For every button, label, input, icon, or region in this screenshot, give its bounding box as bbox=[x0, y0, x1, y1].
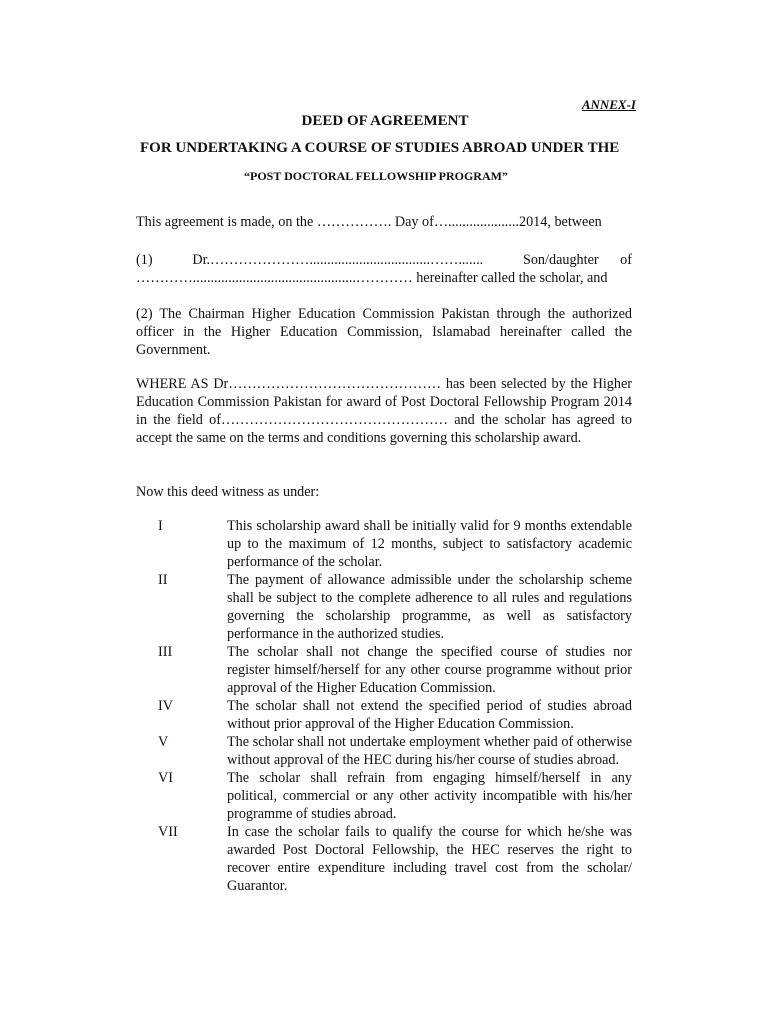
whereas-paragraph: WHERE AS Dr……………………………………… has been selected by the Higher Education Commission Pakistan for award of Post Doctoral Fellowship Program 2014 in the field of………………………………………… and the scholar has agreed to accept the same on the terms and conditions governing this scholarship award. bbox=[136, 376, 632, 446]
clause-text: The payment of allowance admissible under the scholarship scheme shall be subject to the complete adherence to all rules and regulations governing the scholarship programme, as well as satisfactory performance in the authorized studies. bbox=[227, 572, 632, 642]
clause-number: III bbox=[158, 644, 173, 660]
party-one-son-daughter: Son/daughter of bbox=[522, 252, 632, 268]
document-title: DEED OF AGREEMENT bbox=[301, 113, 469, 129]
clause-number: VII bbox=[158, 824, 178, 840]
clause-item bbox=[136, 571, 632, 643]
party-one-number: (1) bbox=[136, 252, 153, 268]
clause-item bbox=[136, 517, 632, 571]
clause-item bbox=[136, 733, 632, 769]
clause-item bbox=[136, 643, 632, 697]
clause-number: V bbox=[158, 734, 169, 750]
document-subtitle: FOR UNDERTAKING A COURSE OF STUDIES ABROAD UNDER THE bbox=[140, 140, 620, 156]
party-two-paragraph: (2) The Chairman Higher Education Commission Pakistan through the authorized officer in the Higher Education Commission, Islamabad hereinafter called the Government. bbox=[136, 306, 632, 358]
clause-number: I bbox=[158, 518, 163, 534]
party-one-line-1 bbox=[136, 251, 632, 269]
clause-number: II bbox=[158, 572, 168, 588]
clause-item bbox=[136, 769, 632, 823]
clause-item bbox=[136, 823, 632, 895]
clause-text: In case the scholar fails to qualify the course for which he/she was awarded Post Doctoral Fellowship, the HEC reserves the right to recover entire expenditure including travel cost from the scholar/ Guarantor. bbox=[227, 824, 632, 894]
party-one-dr-blank: Dr.…………………..................................……....... bbox=[192, 252, 484, 268]
annex-label: ANNEX-I bbox=[581, 97, 636, 112]
clause-text: The scholar shall not change the specified course of studies nor register himself/herself for any other course programme without prior approval of the Higher Education Commission. bbox=[227, 644, 632, 696]
party-one-line-2: …………..............................................………… hereinafter called the scholar, and bbox=[136, 270, 608, 286]
clause-text: This scholarship award shall be initially valid for 9 months extendable up to the maximum of 12 months, subject to satisfactory academic performance of the scholar. bbox=[227, 518, 632, 570]
clause-list bbox=[136, 517, 632, 895]
program-name: “POST DOCTORAL FELLOWSHIP PROGRAM” bbox=[244, 169, 508, 183]
opening-paragraph: This agreement is made, on the ……………. Day of…....................2014, between bbox=[136, 214, 602, 230]
clause-text: The scholar shall not undertake employment whether paid of otherwise without approval of the HEC during his/her course of studies abroad. bbox=[227, 734, 632, 768]
clause-number: VI bbox=[158, 770, 173, 786]
witness-heading: Now this deed witness as under: bbox=[136, 484, 320, 500]
clause-text: The scholar shall not extend the specified period of studies abroad without prior approval of the Higher Education Commission. bbox=[227, 698, 632, 732]
clause-item bbox=[136, 697, 632, 733]
clause-number: IV bbox=[158, 698, 173, 714]
clause-text: The scholar shall refrain from engaging himself/herself in any political, commercial or any other activity incompatible with his/her programme of studies abroad. bbox=[227, 770, 632, 822]
party-one-paragraph bbox=[136, 251, 632, 287]
